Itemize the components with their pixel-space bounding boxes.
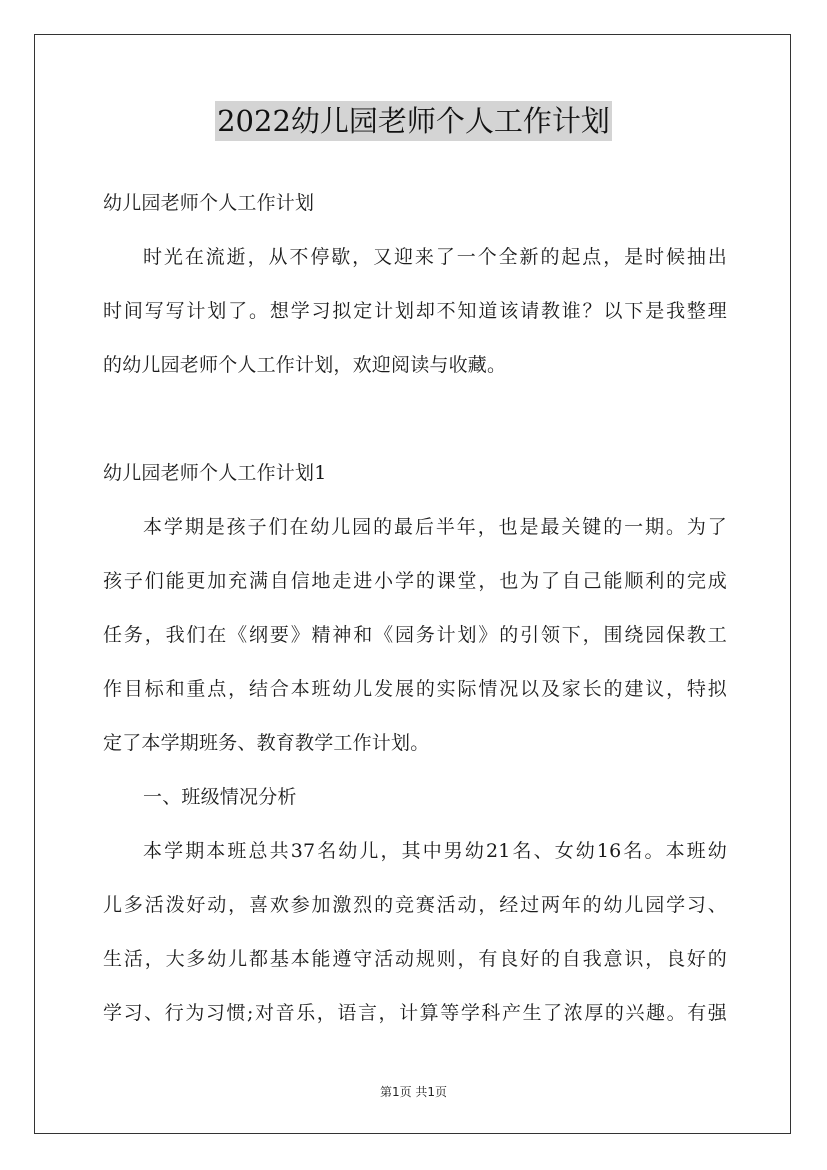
document-title: 2022幼儿园老师个人工作计划 xyxy=(215,101,612,141)
paragraph-line: 孩子们能更加充满自信地走进小学的课堂，也为了自己能顺利的完成 xyxy=(103,570,727,592)
paragraph-line: 本学期本班总共37名幼儿，其中男幼21名、女幼16名。本班幼 xyxy=(143,840,727,862)
paragraph-line: 任务，我们在《纲要》精神和《园务计划》的引领下，围绕园保教工 xyxy=(103,624,727,646)
subsection-heading: 一、班级情况分析 xyxy=(143,786,297,808)
section-heading: 幼儿园老师个人工作计划 xyxy=(103,192,315,214)
paragraph-line: 作目标和重点，结合本班幼儿发展的实际情况以及家长的建议，特拟 xyxy=(103,678,727,700)
page-footer: 第1页 共1页 xyxy=(379,1085,448,1099)
paragraph-line: 学习、行为习惯;对音乐，语言，计算等学科产生了浓厚的兴趣。有强 xyxy=(103,1002,727,1024)
document-body xyxy=(103,176,727,1040)
paragraph-line: 时间写写计划了。想学习拟定计划却不知道该请教谁？以下是我整理 xyxy=(103,300,727,322)
paragraph-line: 本学期是孩子们在幼儿园的最后半年，也是最关键的一期。为了 xyxy=(143,516,727,538)
blank-line xyxy=(103,392,727,446)
paragraph-line: 儿多活泼好动，喜欢参加激烈的竞赛活动，经过两年的幼儿园学习、 xyxy=(103,894,727,916)
paragraph-line: 时光在流逝，从不停歇，又迎来了一个全新的起点，是时候抽出 xyxy=(143,246,727,268)
section-heading: 幼儿园老师个人工作计划1 xyxy=(103,462,327,484)
paragraph-line: 定了本学期班务、教育教学工作计划。 xyxy=(103,732,430,754)
title-container xyxy=(0,101,827,141)
paragraph-line: 生活，大多幼儿都基本能遵守活动规则，有良好的自我意识，良好的 xyxy=(103,948,727,970)
paragraph-line: 的幼儿园老师个人工作计划，欢迎阅读与收藏。 xyxy=(103,354,507,376)
